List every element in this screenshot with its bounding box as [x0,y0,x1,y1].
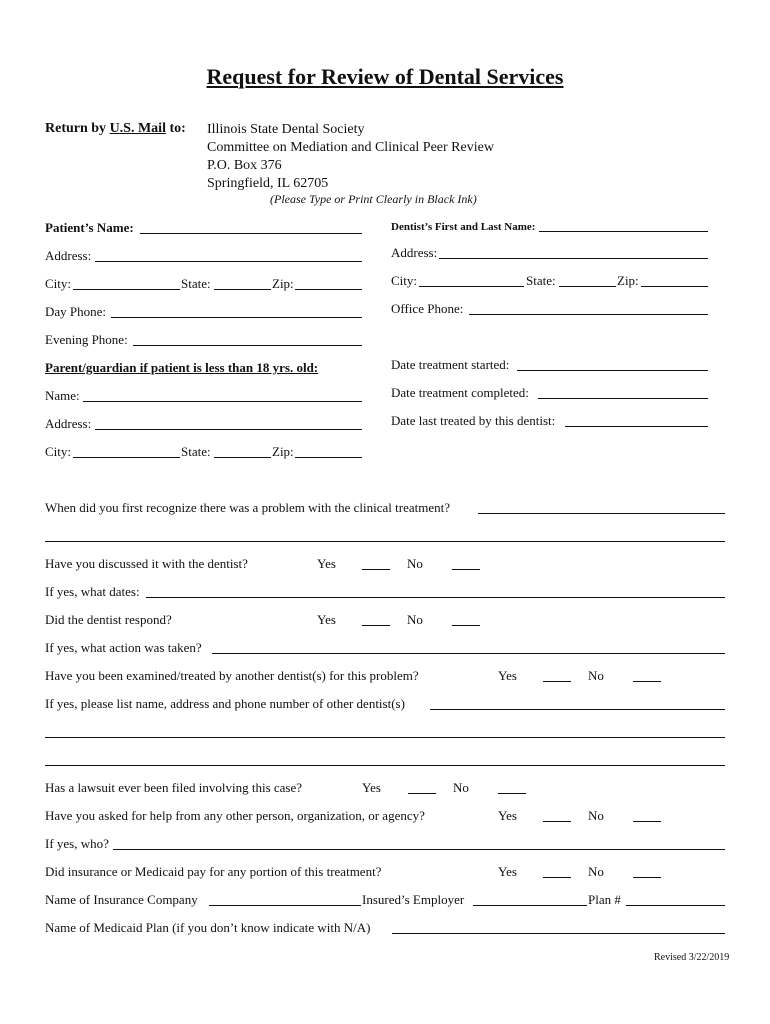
patient-state-label: State: [181,276,211,291]
guardian-heading: Parent/guardian if patient is less than 18 yrs. old: [45,360,319,375]
form-title: Request for Review of Dental Services [206,64,564,89]
medicaid-plan-field[interactable] [392,933,725,934]
guardian-name-field[interactable] [83,401,362,402]
discussed-no-label: No [407,556,423,571]
insurance-question: Did insurance or Medicaid pay for any portion of this treatment? [45,864,382,879]
insured-employer-field[interactable] [473,905,587,906]
date-started-field[interactable] [517,370,708,371]
patient-name-field[interactable] [140,233,362,234]
address-line-3: P.O. Box 376 [207,158,282,173]
insurance-yes-field[interactable] [543,877,571,878]
action-question: If yes, what action was taken? [45,640,202,655]
dentist-name-label: Dentist’s First and Last Name: [391,221,536,233]
discussed-yes-field[interactable] [362,569,390,570]
other-dentist-field-3[interactable] [45,765,725,766]
address-line-1: Illinois State Dental Society [207,122,365,137]
dentist-zip-field[interactable] [641,286,708,287]
dates-question: If yes, what dates: [45,584,140,599]
office-phone-field[interactable] [469,314,708,315]
dates-field[interactable] [146,597,725,598]
other-dentist-field-2[interactable] [45,737,725,738]
mailing-address [207,121,494,193]
patient-zip-label: Zip: [272,276,294,291]
us-mail-text: U.S. Mail [109,121,166,136]
date-completed-label: Date treatment completed: [391,385,529,400]
insurance-company-label: Name of Insurance Company [45,892,198,907]
other-dentist-field[interactable] [430,709,725,710]
guardian-zip-label: Zip: [272,444,294,459]
plan-number-label: Plan # [588,892,621,907]
guardian-address-label: Address: [45,416,92,431]
dentist-name-field[interactable] [539,231,708,232]
dentist-city-label: City: [391,273,418,288]
day-phone-field[interactable] [111,317,362,318]
lawsuit-no-label: No [453,780,469,795]
address-line-4: Springfield, IL 62705 [207,176,329,191]
who-field[interactable] [113,849,725,850]
office-phone-label: Office Phone: [391,301,464,316]
help-yes-field[interactable] [543,821,571,822]
patient-city-label: City: [45,276,72,291]
examined-no-label: No [588,668,604,683]
first-recognize-field-2[interactable] [45,541,725,542]
patient-city-field[interactable] [73,289,180,290]
insurance-no-field[interactable] [633,877,661,878]
guardian-state-field[interactable] [214,457,271,458]
dentist-state-label: State: [526,273,556,288]
guardian-address-field[interactable] [95,429,362,430]
insurance-yes-label: Yes [498,864,517,879]
ink-note: (Please Type or Print Clearly in Black Ink) [270,192,477,206]
date-completed-field[interactable] [538,398,708,399]
lawsuit-question: Has a lawsuit ever been filed involving this case? [45,780,303,795]
respond-no-field[interactable] [452,625,480,626]
guardian-zip-field[interactable] [295,457,362,458]
examined-question: Have you been examined/treated by another dentist(s) for this problem? [45,668,419,683]
help-yes-label: Yes [498,808,517,823]
dentist-city-field[interactable] [419,286,524,287]
dentist-address-label: Address: [391,245,438,260]
revised-date: Revised 3/22/2019 [654,952,730,963]
examined-no-field[interactable] [633,681,661,682]
insurance-no-label: No [588,864,604,879]
day-phone-label: Day Phone: [45,304,107,319]
first-recognize-question: When did you first recognize there was a problem with the clinical treatment? [45,500,451,515]
guardian-city-label: City: [45,444,72,459]
respond-yes-field[interactable] [362,625,390,626]
patient-address-field[interactable] [95,261,362,262]
dentist-state-field[interactable] [559,286,616,287]
lawsuit-yes-field[interactable] [408,793,436,794]
lawsuit-no-field[interactable] [498,793,526,794]
insured-employer-label: Insured’s Employer [362,892,465,907]
discussed-question: Have you discussed it with the dentist? [45,556,248,571]
evening-phone-field[interactable] [133,345,362,346]
discussed-no-field[interactable] [452,569,480,570]
guardian-state-label: State: [181,444,211,459]
insurance-company-field[interactable] [209,905,361,906]
action-field[interactable] [212,653,725,654]
other-dentist-question: If yes, please list name, address and phone number of other dentist(s) [45,696,405,711]
date-started-label: Date treatment started: [391,357,510,372]
guardian-city-field[interactable] [73,457,180,458]
who-question: If yes, who? [45,836,109,851]
respond-no-label: No [407,612,423,627]
date-last-treated-field[interactable] [565,426,708,427]
patient-zip-field[interactable] [295,289,362,290]
patient-address-label: Address: [45,248,92,263]
help-no-field[interactable] [633,821,661,822]
medicaid-plan-label: Name of Medicaid Plan (if you don’t know indicate with N/A) [45,920,371,935]
examined-yes-field[interactable] [543,681,571,682]
dentist-zip-label: Zip: [617,273,639,288]
dentist-address-field[interactable] [439,258,708,259]
date-last-treated-label: Date last treated by this dentist: [391,413,556,428]
address-line-2: Committee on Mediation and Clinical Peer Review [207,140,494,155]
plan-number-field[interactable] [626,905,725,906]
evening-phone-label: Evening Phone: [45,332,128,347]
return-label: Return by U.S. Mail to: [45,121,186,136]
respond-yes-label: Yes [317,612,336,627]
help-no-label: No [588,808,604,823]
patient-name-label: Patient’s Name: [45,220,134,235]
discussed-yes-label: Yes [317,556,336,571]
help-question: Have you asked for help from any other person, organization, or agency? [45,808,425,823]
respond-question: Did the dentist respond? [45,612,172,627]
guardian-name-label: Name: [45,388,80,403]
examined-yes-label: Yes [498,668,517,683]
first-recognize-field[interactable] [478,513,725,514]
patient-state-field[interactable] [214,289,271,290]
lawsuit-yes-label: Yes [362,780,381,795]
